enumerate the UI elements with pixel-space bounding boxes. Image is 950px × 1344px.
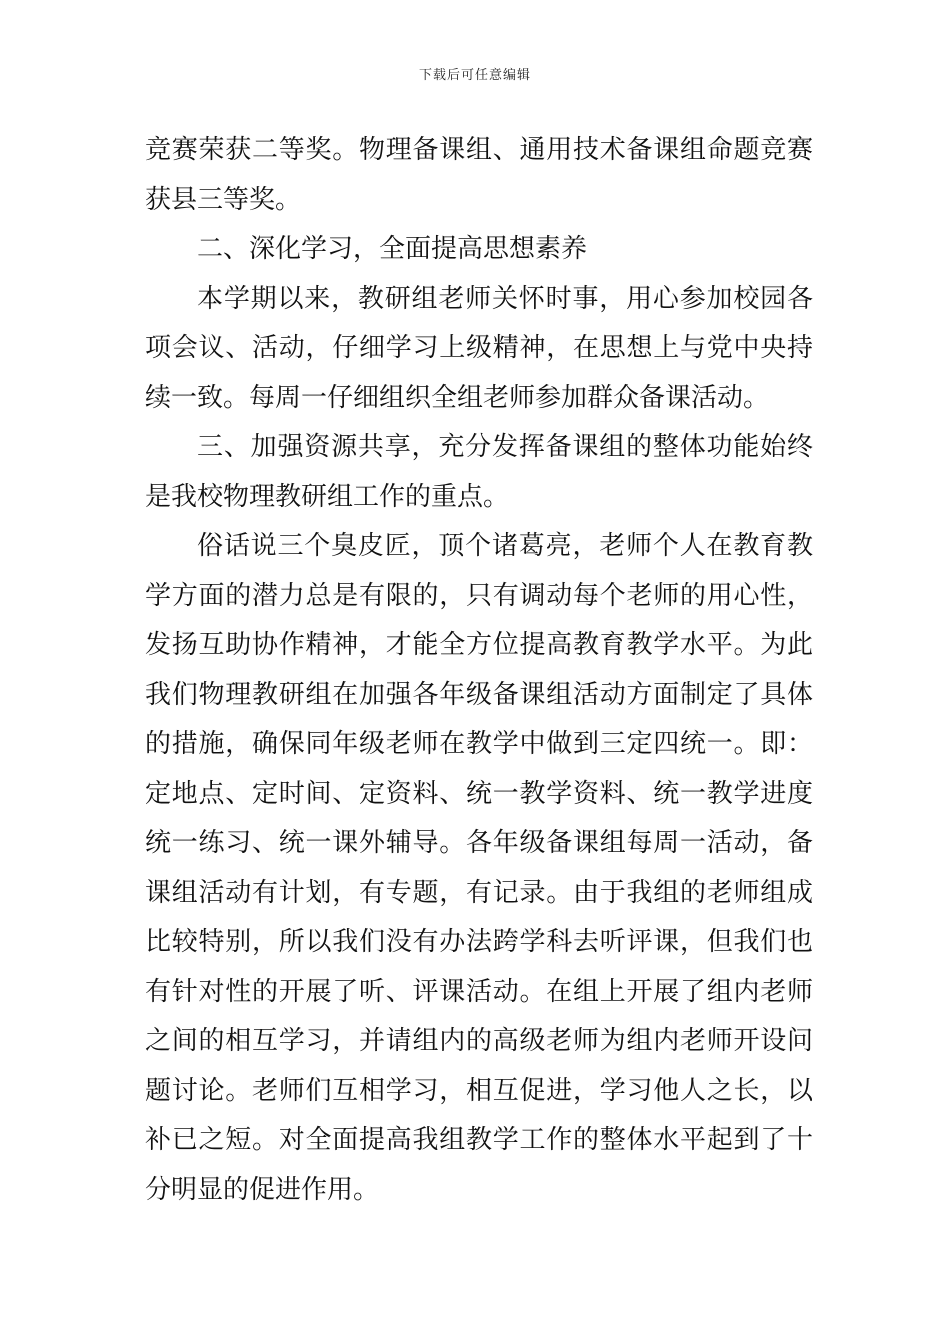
section-heading-2: 二、深化学习，全面提高思想素养 — [197, 234, 588, 264]
paragraph-continuation: 竞赛荣获二等奖。物理备课组、通用技术备课组命题竞赛获县三等奖。 — [145, 135, 813, 215]
paragraph-collaboration: 俗话说三个臭皮匠，顶个诸葛亮，老师个人在教育教学方面的潜力总是有限的，只有调动每个老师的用心性，发扬互助协作精神，才能全方位提高教育教学水平。为此我们物理教研组在加强各年级备课组活动方面制定了具体的措施，确保同年级老师在教学中做到三定四统一。即：定地点、定时间、定资料、统一教学资料、统一教学进度统一练习、统一课外辅导。各年级备课组每周一活动，备课组活动有计划，有专题，有记录。由于我组的老师组成比较特别，所以我们没有办法跨学科去听评课，但我们也有针对性的开展了听、评课活动。在组上开展了组内老师之间的相互学习，并请组内的高级老师为组内老师开设问题讨论。老师们互相学习，相互促进，学习他人之长，以补已之短。对全面提高我组教学工作的整体水平起到了十分明显的促进作用。 — [145, 531, 813, 1205]
page-header-note: 下载后可任意编辑 — [418, 68, 531, 83]
paragraph-study: 本学期以来，教研组老师关怀时事，用心参加校园各项会议、活动，仔细学习上级精神，在思想上与党中央持续一致。每周一仔细组织全组老师参加群众备课活动。 — [145, 283, 813, 413]
section-heading-3: 三、加强资源共享，充分发挥备课组的整体功能始终是我校物理教研组工作的重点。 — [145, 432, 813, 512]
document-body — [145, 126, 813, 1215]
